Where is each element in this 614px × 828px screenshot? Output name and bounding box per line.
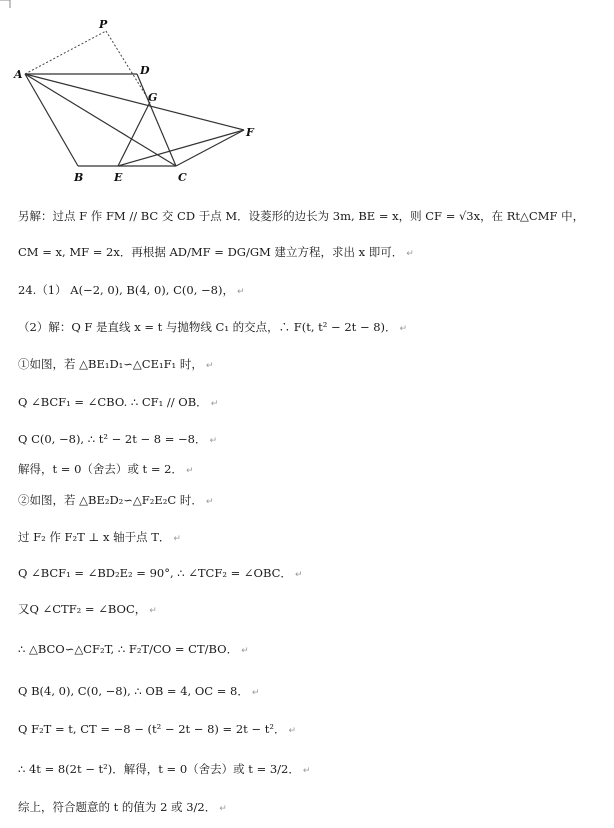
text-line-3: 24.（1） A(−2, 0), B(4, 0), C(0, −8)， ↵ (18, 283, 245, 297)
text-line-13: ∴ △BCO∽△CF₂T, ∴ F₂T/CO = CT/BO． ↵ (18, 642, 249, 656)
text-line-5: ①如图，若 △BE₁D₁∽△CE₁F₁ 时， ↵ (18, 357, 214, 371)
label-C: C (178, 171, 187, 184)
text-line-15: Q F₂T = t, CT = −8 − (t² − 2t − 8) = 2t − t²． ↵ (18, 722, 297, 736)
label-G: G (148, 91, 158, 104)
text-line-11: Q ∠BCF₁ = ∠BD₂E₂ = 90°, ∴ ∠TCF₂ = ∠OBC． ↵ (18, 566, 303, 580)
text-line-2: CM = x, MF = 2x．再根据 AD/MF = DG/GM 建立方程，求出 x 即可． ↵ (18, 245, 414, 259)
text-line-16: ∴ 4t = 8(2t − t²)．解得，t = 0（舍去）或 t = 3/2． ↵ (18, 762, 311, 776)
label-B: B (74, 171, 84, 184)
label-P: P (99, 18, 108, 31)
text-line-12: 又Q ∠CTF₂ = ∠BOC， ↵ (18, 602, 157, 616)
label-A: A (14, 68, 23, 81)
text-line-7: Q C(0, −8), ∴ t² − 2t − 8 = −8． ↵ (18, 432, 218, 446)
text-line-10: 过 F₂ 作 F₂T ⊥ x 轴于点 T． ↵ (18, 530, 181, 544)
text-line-8: 解得，t = 0（舍去）或 t = 2． ↵ (18, 462, 194, 476)
label-E: E (114, 171, 123, 184)
text-line-1: 另解：过点 F 作 FM // BC 交 CD 于点 M．设菱形的边长为 3m, BE = x，则 CF = √3x，在 Rt△CMF 中， (18, 209, 585, 223)
geometry-figure (0, 0, 300, 190)
text-line-6: Q ∠BCF₁ = ∠CBO. ∴ CF₁ // OB． ↵ (18, 395, 219, 409)
text-line-9: ②如图，若 △BE₂D₂∽△F₂E₂C 时． ↵ (18, 493, 214, 507)
text-line-17: 综上，符合题意的 t 的值为 2 或 3/2． ↵ (18, 800, 227, 814)
text-line-4: （2）解：Q F 是直线 x = t 与抛物线 C₁ 的交点，∴ F(t, t² − 2t − 8)． ↵ (18, 320, 408, 334)
text-line-14: Q B(4, 0), C(0, −8), ∴ OB = 4, OC = 8． ↵ (18, 684, 260, 698)
label-D: D (140, 64, 150, 77)
label-F: F (246, 126, 254, 139)
